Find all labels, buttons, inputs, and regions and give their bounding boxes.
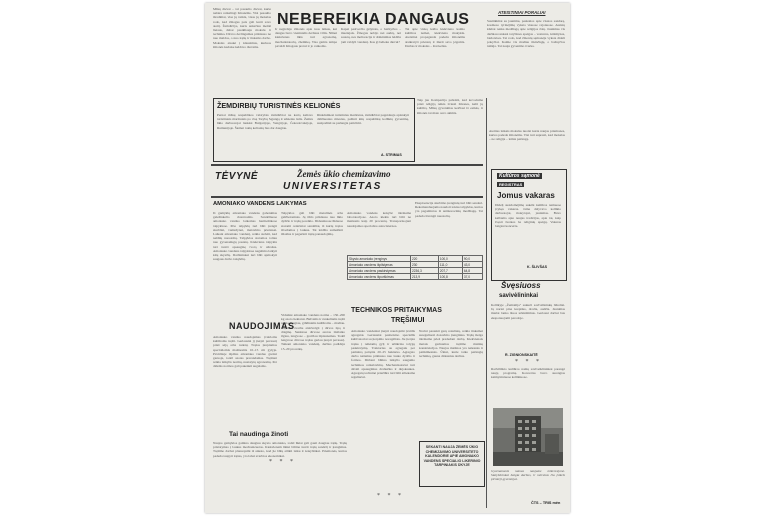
culture-box-author: K. ŠLIVŠAS	[527, 265, 547, 269]
article3-text: Naujos gamyklos gamina daugiau skysto amoniako, todėl ūkiai gali gauti daugiau trąšų. Trąšų pristatymas į laukus mechanizuotas. Kiekvienam ūkiui būtina turėti trąšų sandėlį ir įrengimus. Tręšimo darbai planuojami iš anksto, kad jie būtų atlikti laiku ir kokybiškai. Priemonės, kurios padeda taupyti trąšas, yra labai svarbios ekonomikai.	[213, 441, 347, 458]
separator-stars-3: * * *	[515, 359, 542, 365]
right-column-divider	[486, 98, 487, 508]
table-cell: 220	[411, 256, 439, 262]
table-cell: Skysto amoniako įrenginys	[348, 256, 411, 262]
article4-text-col1: Amoniako vandeniui įterpti naudojami įvairūs agregatai. Geriausiai pasiteisino specialūs kultivatoriai su įterpimo noragėliais. Jie įterpia trąšas į reikiamą gylį ir užtikrina tolygų paskirstymą. Traktorius su agregatu per pamainą patręšia 20–25 hektarus. Agregato darbo našumas priklauso nuo lauko dydžio ir formos. Dirbant būtina laikytis saugumo technikos reikalavimų. Mechanizatoriai turi dėvėti apsauginius drabužius ir dujokaukes. Agregatų techninė priežiūra turi būti atliekama reguliariai.	[351, 329, 415, 380]
top-mid-text-1: Ir negirdėjo žmonės apie tuos laikus, kai dangus buvo vienintelis derliaus viltis. Nūnai kiekvienas ūkis turi agronomą, mechanizatorių, chemiką. Visa gamta tampa pavaldi žmogaus protui ir jo rankoms.	[275, 27, 337, 48]
table-cell: 100,8	[438, 274, 462, 280]
table-cell: 90,0	[462, 256, 482, 262]
cost-table	[347, 255, 483, 280]
masthead-title-line2: UNIVERSITETAS	[283, 181, 382, 192]
article2-text-col2: Vidutinė amoniako vandens norma – 150–200 kg azoto hektarui. Bulvėms ir runkeliams tręšti reikia daugiau, grūdinėms kultūroms – mažiau. Tręšiant svarbu atsižvelgti į dirvos tipą ir drėgmę. Sunkiose dirvose azotas išsilaiko ilgiau, lengvose – greičiau išplaunamas. Todėl lengvose dirvose trąšas geriau įterpti pavasarį. Taikant amoniako vandenį, derlius padidėja 15–20 procentų.	[281, 313, 345, 351]
table-cell: 64,8	[462, 268, 482, 274]
photo-caption: Gyvenamasis namas naujame mikrorajone. Statybininkai baigia darbus, ir netrukus čia įsikels pirmieji gyventojai.	[491, 469, 565, 482]
building-photo-graphic	[493, 408, 563, 466]
masthead-underline	[211, 196, 483, 198]
table-cell: 230	[411, 262, 439, 268]
table-cell: 37,0	[462, 274, 482, 280]
right-mid-author: R. ZIGNIONSKAITĖ	[505, 353, 538, 357]
top-mid-text-2: Kapai pasiverčia gėlynais, o bažnyčios – muziejais. Žmogus nebijo nei audrų, nei sausrų, nes melioracija ir drėkinimas leidžia jam valdyti vandenį. Kas gi belieka dievui?	[341, 27, 401, 44]
table-cell: 213,9	[411, 274, 439, 280]
table-cell: Amoniako vandens išpurškimas	[348, 274, 411, 280]
masthead-title-line1: Žemės ūkio chemizavimo	[297, 169, 391, 179]
article1-text-col1: Iš gamyklų amoniako vandens gabenimas geležinkelio cisternomis. Sandėliuose amoniako vanduo laikomas hermetiškose talpyklose. Prie talpyklų turi būti įrengti siurbliai, vamzdynai, matavimo prietaisai. Laikant amoniako vandenį, reikia stebėti, kad nebūtų nuostolių. Talpyklos statomos toliau nuo gyvenamųjų pastatų. Kiekviena talpykla turi turėti apsauginę tvorą ir užrašus. Amoniako vandens talpyklose negalima laikyti kitų skysčių. Darbininkai turi būti apmokyti saugaus darbo taisyklių.	[213, 211, 277, 262]
culture-box-text: Didelį susidomėjimą sukėlė kultūros namuose įvykęs vakaras. Jame dalyvavo kolūkio darbuotojai, mokytojai, jaunimas. Buvo kalbama apie naujas tradicijas, apie tai, kaip švęsti šventes be religinių apeigų. Vakaras baigėsi koncertu.	[495, 203, 561, 229]
culture-box-heading: Jomus vakaras	[497, 191, 555, 200]
table-cell: 111,0	[438, 262, 462, 268]
section-divider	[211, 164, 483, 166]
table-cell: 100,0	[438, 256, 462, 262]
culture-box-sub: REGISTRAS	[499, 182, 523, 187]
separator-stars: * * *	[269, 459, 296, 465]
top-headline: NEBEREIKIA DANGAUS	[277, 11, 470, 28]
bottom-notice-text: SEKANTI NAUJA ŽEMĖS ŪKIO CHEMIZAVIMO UNIVERSITETO KALENDORIE APIE AMONIAKO VANDENS SPECIALIO LIKERINIO TARPINIAKIS ŪKYJE	[423, 445, 481, 468]
mid-right-text: Taip jau Kompartija pabrėžė, kad kovodama prieš religiją reikia šviesti žmones, kelti jų kultūrą. Mūsų gyvenimas keičiasi iš esmės, ir žmonės tai mato savo akimis.	[417, 98, 483, 115]
culture-box-kicker: Kultūros sąmonė	[499, 173, 540, 179]
article1-heading: AMONIAKO VANDENS LAIKYMAS	[213, 201, 307, 207]
right-mid-heading: Švęsiuoss	[501, 281, 541, 290]
table-cell: 43,0	[462, 262, 482, 268]
article2-text-col1: Amoniako vanduo naudojamas įvairioms kultūroms tręšti. Geriausiai jį įterpti pavasarį prieš sėją arba rudenį. Trąšos įterpiamos specialiomis mašinomis 10–15 cm gylyje. Paviršiuje išpiltas amoniako vanduo greitai garuoja, todėl azotas prarandamas. Tręšiant reikia laikytis normų, nustatytų agronomų. Per didelės normos gali pakenkti augalams.	[213, 335, 277, 369]
table-cell: Amoniako vandens paskirstymas	[348, 268, 411, 274]
bottom-right-note: ČTS – TRIS mėn	[531, 501, 561, 505]
top-right-kicker: ATEISTINIAI PORALIAI	[498, 10, 546, 15]
right-mid-text: Kolūkyje „Žemaitija" sukurti savivėlininkų būreliai. Jų nariai pina krepšius, drožia, audžia. Jaunimas mielai lanko šiuos užsiėmimus. Geriausi darbai bus eksponuojami parodoje.	[491, 303, 565, 320]
table-row	[348, 274, 483, 280]
top-right-text: Susitikimai su jaunimu, paskaitos apie visatos sandarą, kosmoso tyrinėjimą vyksta visuose rajonuose. Ateistų klubai renka medžiagą apie religijos žalą. Jaunimas vis dažniau renkasi tarybines apeigas – vestuves, krikštynas, laidotuves. Tai rodo, kad žmonių sąmonėje vyksta dideli pokyčiai. Kaime vis mažiau tikinčiųjų, o bažnyčios tuštėja. Tai nauja gyvenimo tvarka.	[487, 19, 565, 49]
separator-stars-2: * * *	[377, 493, 404, 499]
tourist-trips-text-left: Pernai mūsų respublikos valstybės žemdirbiai ne kartą keliavo turistiniais maršrutais po visą Tarybų Sąjungą ir užsienio šalis. Žemės ūkio darbuotojai lankėsi Bulgarijoje, Vengrijoje, Čekoslovakijoje, Rumunijoje. Šiemet tokių kelionių bus dar daugiau.	[217, 113, 313, 130]
building-photo	[493, 408, 563, 466]
table-cell: 2236,3	[411, 268, 439, 274]
newspaper-page	[205, 3, 570, 513]
article1-text-col3: Amoniako vandens kokybė tikrinama laboratorijose. Azoto kiekis turi būti ne mažesnis kaip 20 procentų. Transportuojant naudojamos specialios autocisternos.	[347, 211, 411, 228]
tourist-trips-heading: ŽEMDIRBIŲ TURISTINĖS KELIONĖS	[217, 101, 341, 110]
article1-text-col2: Talpyklos gali būti metalinės arba gelžbetoninės. Jų tūris priklauso nuo ūkio dydžio ir trąšų poreikio. Didesniuose ūkiuose statomi centriniai sandėliai, iš kurių trąšos išvežamos į laukus. Tai leidžia sumažinti išlaidas ir pagerinti trąšų panaudojimą.	[281, 211, 343, 237]
tourist-trips-author: A. STRIMAS	[381, 153, 402, 157]
right-lower-text: Radviliškio kultūros namų saviveiklininkai parengė naują programą. Koncertas buvo surengtas kaimyniniuose kolūkiuose.	[491, 367, 565, 380]
right-top-text: Ateities laikais mokslas nuolat kuria naujas priemones, kurios padeda žmonėms. Visi turi suprasti, kad mokslas – ne religija – lemia pažangą.	[489, 129, 565, 142]
masthead-logo: TĖVYNĖ	[215, 171, 259, 182]
table-cell: 207,7	[438, 268, 462, 274]
article4-heading-line2: TRĘŠIMUI	[391, 317, 425, 324]
article4-heading-line1: TECHNIKOS PRITAIKYMAS	[351, 307, 442, 314]
article3-heading: Tai naudinga žinoti	[229, 431, 289, 438]
table-cell: Amoniako vandens išpilstymas	[348, 262, 411, 268]
top-mid-text-3: Tai apie viską kalba kiekvieno kaimo kultūros namai, kiekviena mokykla. Ateistinė propaganda padeda žmonėms atsikratyti prietarų ir tikėti savo jėgomis. Darbas ir mokslas – štai kelias.	[405, 27, 465, 48]
top-left-column-text: Mūsų dievai – tai pasaulio dievai, kurie nebėra reikalingi žmonėms. Visi pasaulio išradimai, visa jų veikla, visas jų mokslas rodo, kad žmogus pats gali kurti savo ateitį. Žemdirbys, kuris anksčiau meldė lietaus, dabar pasikliauja mokslu ir technika. Dirvos derlingumas priklauso ne nuo maldos, o nuo trąšų ir tinkamo darbo. Mokslas atsakė į klausimus, kuriuos žmonės kadaise keldavo dievams.	[213, 7, 271, 49]
tourist-trips-text-right: Rinkdamiesi turistinius maršrutus, žemdirbiai pageidauja aplankyti didžiuosius miestus, pažinti kitų respublikų kolūkių gyvenimą, susipažinti su pažangia patirtimi.	[317, 113, 409, 126]
right-mid-sub: savivėlininkai	[499, 293, 539, 299]
article4-text-col2: Norint pasiekti gerų rezultatų, reikia tinkamai sureguliuoti dozavimo įrenginius. Trąšų išeiga tikrinama prieš pradedant darbą. Kiekvienais metais gerinamos tręšimo mašinų konstrukcijos. Naujos mašinos yra našesnės ir patikimesnės. Ūkiai, kurie taiko pažangią techniką, gauna didesnius derlius.	[419, 329, 483, 359]
article2-heading: NAUDOJIMAS	[229, 321, 295, 331]
article1-text-col4: Eksploatacija siurbimo įrenginių turi būti sandari. Rekomenduojama naudoti tokias talpyklas, kurios yra pagamintos iš antikorozinių medžiagų. Tai padeda išvengti nuostolių.	[415, 201, 483, 218]
